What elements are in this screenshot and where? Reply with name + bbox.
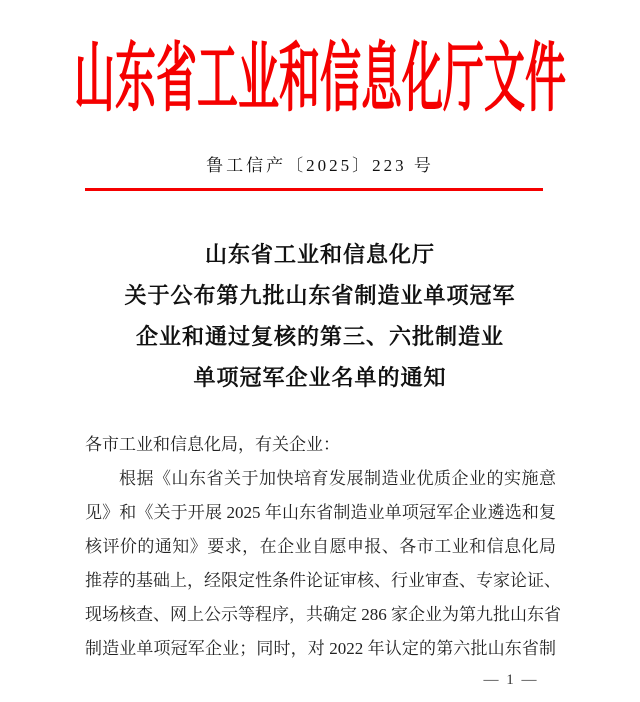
red-divider-line: [85, 188, 543, 191]
document-title-line-3: 企业和通过复核的第三、六批制造业: [135, 324, 504, 349]
document-title-line-4: 单项冠军企业名单的通知: [193, 365, 447, 390]
body-paragraph-line-6: 制造业单项冠军企业；同时，对 2022 年认定的第六批山东省制: [85, 639, 556, 658]
letterhead-title: 山东省工业和信息化厅文件: [74, 35, 566, 121]
document-number: 鲁工信产〔2025〕223 号: [206, 156, 434, 175]
document-title-line-1: 山东省工业和信息化厅: [204, 242, 435, 267]
body-paragraph: [85, 462, 561, 666]
page-number: — 1 —: [483, 672, 539, 688]
body-paragraph-line-3: 核评价的通知》要求，在企业自愿申报、各市工业和信息化局: [85, 537, 556, 556]
salutation: 各市工业和信息化局，有关企业：: [85, 435, 340, 454]
body-paragraph-line-2: 见》和《关于开展 2025 年山东省制造业单项冠军企业遴选和复: [85, 503, 556, 522]
document-title: [40, 234, 600, 398]
body-paragraph-line-4: 推荐的基础上，经限定性条件论证审核、行业审查、专家论证、: [85, 571, 561, 590]
body-paragraph-line-1: 根据《山东省关于加快培育发展制造业优质企业的实施意: [119, 469, 556, 488]
document-title-line-2: 关于公布第九批山东省制造业单项冠军: [124, 283, 516, 308]
body-paragraph-line-5: 现场核查、网上公示等程序，共确定 286 家企业为第九批山东省: [85, 605, 561, 624]
